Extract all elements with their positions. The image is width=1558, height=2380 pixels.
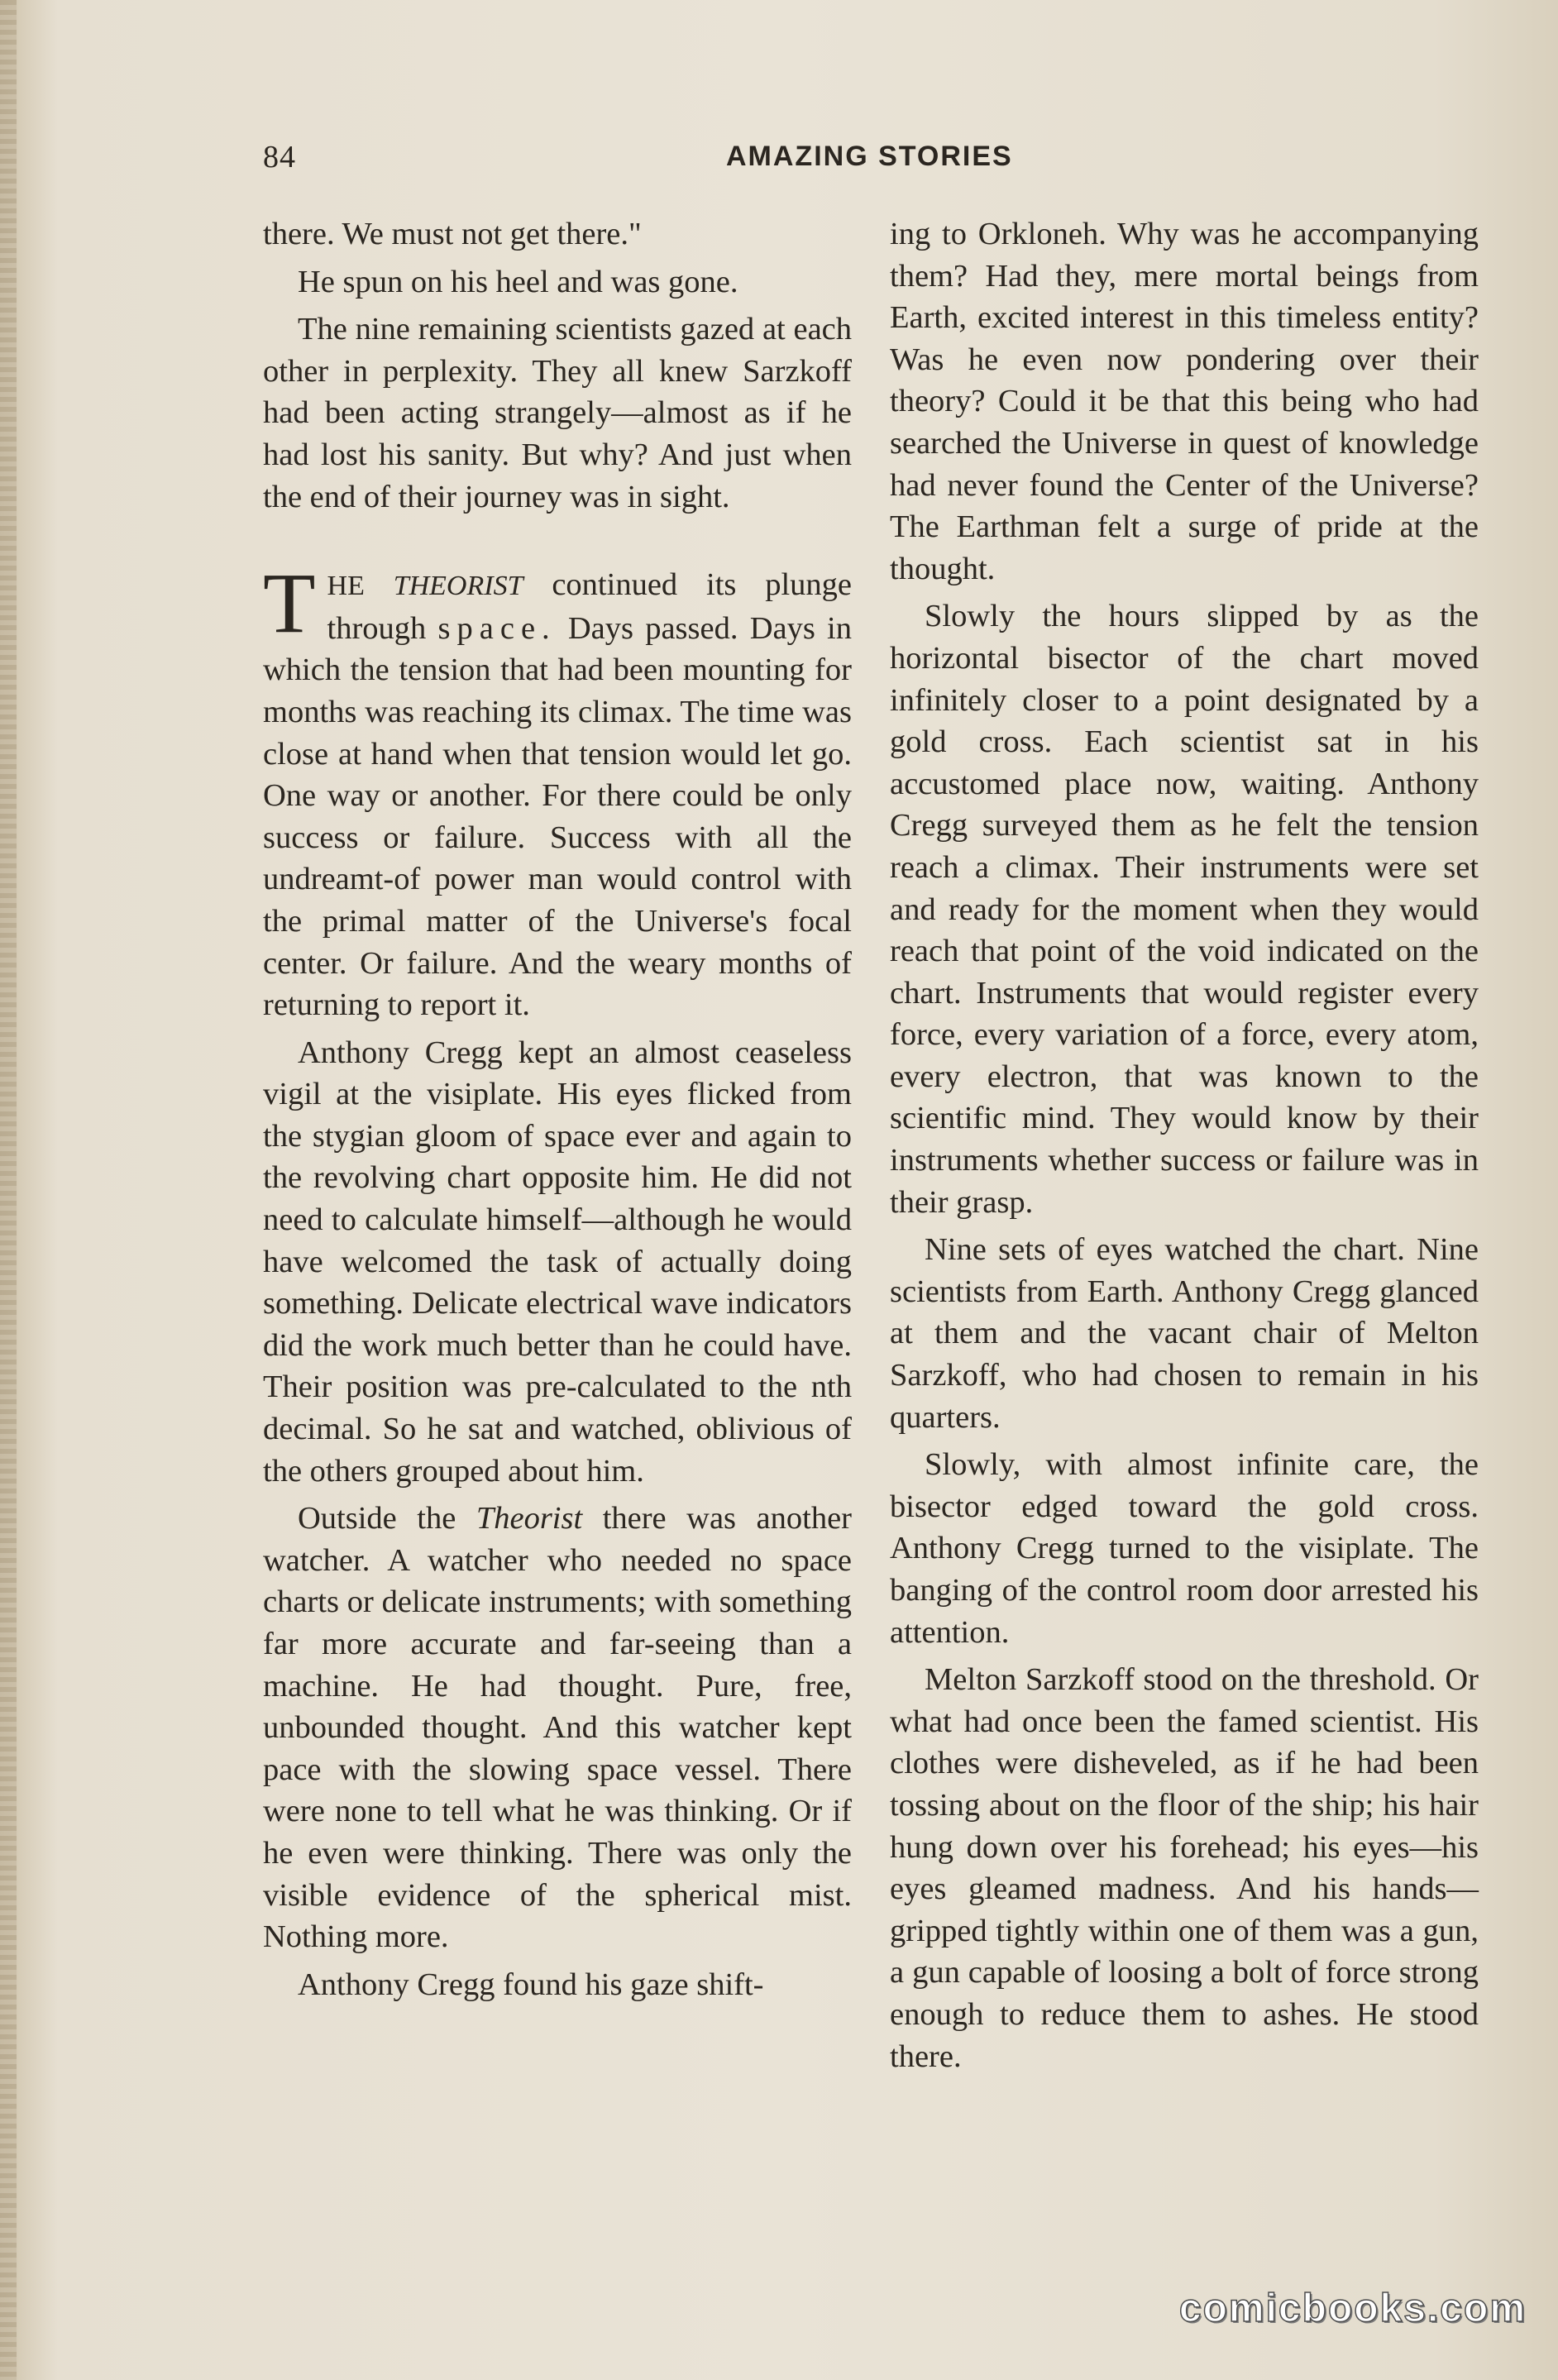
paragraph: Nine sets of eyes watched the chart. Nine scientists from Earth. Anthony Cregg glanced at them and the vacant chair of Melton Sarzkoff, who had chosen to remain in his quarters. <box>890 1232 1479 1435</box>
ship-name: Theorist <box>476 1501 583 1536</box>
paragraph-text: continued its plunge through <box>327 567 852 646</box>
paragraph-text: Days passed. Days in which the tension that had been mounting for months was reaching its climax. The time was close at hand when that tension would let go. One way or another. For there could be only success or failure. Success with all the undreamt-of power man would control with the primal matter of the Universe's focal center. Or failure. And the weary months of returning to report it. <box>263 610 852 1023</box>
page-number: 84 <box>263 140 296 174</box>
paragraph: ing to Orkloneh. Why was he accompanying them? Had they, mere mortal beings from Earth, excited interest in this timeless entity? Was he even now pondering over their theory? Could it be that this being who had searched the Universe in quest of knowledge had never found the Center of the Universe? The Earthman felt a surge of pride at the thought. <box>890 217 1479 586</box>
running-head: AMAZING STORIES <box>726 141 1013 172</box>
paragraph: Anthony Cregg found his gaze shift- <box>298 1967 764 2002</box>
right-column <box>890 213 1479 2077</box>
paragraph <box>263 1498 852 1958</box>
paragraph: Melton Sarzkoff stood on the threshold. Or what had once been the famed scientist. His clothes were disheveled, as if he had been tossing about on the floor of the ship; his hair hung down over his forehead; his eyes—his eyes gleamed madness. And his hands—gripped tightly within one of them was a gun, a gun capable of loosing a bolt of force strong enough to reduce them to ashes. He stood there. <box>890 1662 1479 2074</box>
paragraph: Anthony Cregg kept an almost ceaseless vigil at the visiplate. His eyes flicked from the stygian gloom of space ever and again to the revolving chart opposite him. He did not need to calculate himself—although he would have welcomed the task of actually doing something. Delicate electrical wave indicators did the work much better than he could have. Their position was pre-calculated to the nth decimal. So he sat and watched, oblivious of the others grouped about him. <box>263 1035 852 1489</box>
paragraph: there. We must not get there." <box>263 217 642 251</box>
paragraph-text: there was another watcher. A watcher who needed no space charts or delicate instruments; with something far more accurate and far-seeing than a machine. He had thought. Pure, free, unbounded thought. And this watcher kept pace with the slowing space vessel. There were none to tell what he was thinking. Or if he even were thinking. There was only the visible evidence of the spherical mist. Nothing more. <box>263 1501 852 1955</box>
left-column <box>263 213 852 2005</box>
section-opening-paragraph <box>263 556 852 1026</box>
paragraph: Slowly, with almost infinite care, the bisector edged toward the gold cross. Anthony Cregg turned to the visiplate. The banging of the control room door arrested his attention. <box>890 1447 1479 1650</box>
paragraph: He spun on his heel and was gone. <box>298 264 738 299</box>
paragraph: Slowly the hours slipped by as the horizontal bisector of the chart moved infinitely closer to a point designated by a gold cross. Each scientist sat in his accustomed place now, waiting. Anthony Cregg surveyed them as he felt the tension reach a climax. Their instruments were set and ready for the moment when they would reach that point of the void indicated on the chart. Instruments that would register every force, every variation of a force, every atom, every electron, that was known to the scientific mind. They would know by their instruments whether success or failure was in their grasp. <box>890 599 1479 1220</box>
page-spine-edge <box>0 0 17 2380</box>
small-caps-lead: HE <box>327 571 365 602</box>
ship-name: THEORIST <box>393 571 523 602</box>
drop-cap: T <box>263 556 316 652</box>
spaced-word: space. <box>437 610 557 646</box>
watermark-logo: comicbooks.com <box>1178 2287 1527 2330</box>
page-header <box>263 139 1484 180</box>
paragraph-text: Outside the <box>298 1501 476 1536</box>
paragraph: The nine remaining scientists gazed at each other in perplexity. They all knew Sarzkoff had been acting strangely—almost as if he had lost his sanity. But why? And just when the end of their journey was in sight. <box>263 312 852 514</box>
